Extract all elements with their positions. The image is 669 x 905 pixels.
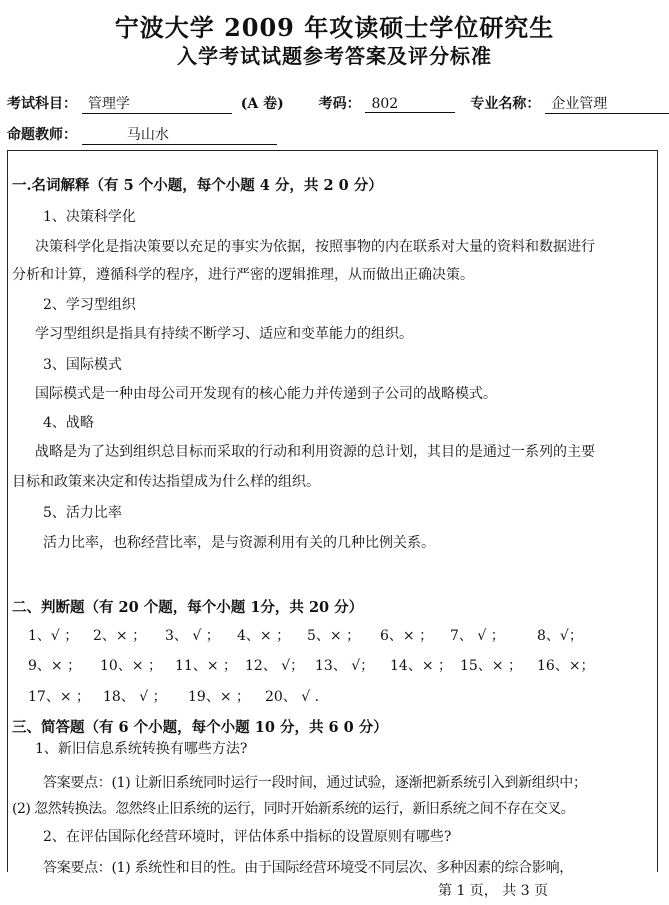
term-heading: 2、学习型组织 — [43, 297, 136, 313]
term-definition-line: 决策科学化是指决策要以充足的事实为依据，按照事物的内在联系对大量的资料和数据进行 — [35, 239, 595, 255]
tf-answer: 8、√； — [537, 628, 583, 644]
code-label: 考码： — [318, 96, 361, 112]
code-value: 802 — [365, 96, 455, 113]
section2-title: 二、判断题（有 20 个题，每个小题 1分，共 20 分） — [12, 599, 364, 616]
section1-title: 一.名词解释（有 5 个小题，每个小题 4 分，共 2 0 分） — [12, 177, 383, 194]
term-heading: 3、国际模式 — [43, 357, 122, 373]
question-1: 1、新旧信息系统转换有哪些方法? — [35, 741, 248, 757]
subject-value: 管理学 — [82, 93, 232, 114]
tf-answer: 14、× ； — [390, 658, 452, 674]
tf-answer: 5、× ； — [307, 628, 361, 644]
paper-type: (A 卷) — [240, 96, 284, 112]
tf-answer: 20、 √ . — [265, 689, 320, 705]
term-definition-line: 战略是为了达到组织总目标而采取的行动和利用资源的总计划，其目的是通过一系列的主要 — [35, 444, 595, 460]
exam-info-row — [7, 93, 669, 114]
teacher-row — [7, 124, 277, 145]
tf-answer: 10、× ； — [100, 658, 162, 674]
tf-answer: 16、×； — [537, 658, 595, 674]
page-number: 第 1 页， 共 3 页 — [438, 883, 549, 899]
tf-answer: 9、× ； — [28, 658, 82, 674]
term-heading: 4、战略 — [43, 415, 94, 431]
major-value: 企业管理 — [545, 93, 669, 114]
tf-answer: 7、 √ ； — [450, 628, 505, 644]
tf-answer: 12、 √； — [245, 658, 305, 674]
section3-title: 三、简答题（有 6 个小题，每个小题 10 分，共 6 0 分） — [12, 719, 388, 736]
term-definition-line: 分析和计算，遵循科学的程序，进行严密的逻辑推理，从而做出正确决策。 — [12, 267, 474, 283]
subject-label: 考试科目： — [7, 96, 77, 112]
tf-answer: 15、× ； — [460, 658, 522, 674]
answer-1-line: 答案要点：(1) 让新旧系统同时运行一段时间，通过试验，逐渐把新系统引入到新组织中； — [43, 775, 587, 791]
term-definition-line: 活力比率，也称经营比率，是与资源利用有关的几种比例关系。 — [43, 535, 435, 551]
answer-1-line: (2) 忽然转换法。忽然终止旧系统的运行，同时开始新系统的运行，新旧系统之间不存在交叉。 — [12, 801, 575, 817]
question-2: 2、在评估国际化经营环境时，评估体系中指标的设置原则有哪些? — [43, 829, 452, 845]
teacher-label: 命题教师： — [7, 127, 77, 143]
tf-answer: 3、 √ ； — [165, 628, 220, 644]
term-heading: 1、决策科学化 — [43, 209, 136, 225]
document-title: 宁波大学 2009 年攻读硕士学位研究生 — [114, 13, 555, 42]
term-definition-line: 学习型组织是指具有持续不断学习、适应和变革能力的组织。 — [35, 326, 413, 342]
document-subtitle: 入学考试试题参考答案及评分标准 — [177, 44, 492, 68]
answer-2-line: 答案要点：(1) 系统性和目的性。由于国际经营环境受不同层次、多种因素的综合影响， — [43, 860, 573, 876]
tf-answer: 1、√ ； — [28, 628, 79, 644]
major-label: 专业名称： — [470, 96, 541, 112]
tf-answer: 11、× ； — [175, 658, 237, 674]
tf-answer: 18、 √ ； — [103, 689, 167, 705]
tf-answer: 17、× ； — [28, 689, 90, 705]
term-heading: 5、活力比率 — [43, 505, 122, 521]
tf-answer: 4、× ； — [237, 628, 291, 644]
term-definition-line: 国际模式是一种由母公司开发现有的核心能力并传递到子公司的战略模式。 — [35, 386, 497, 402]
teacher-value: 马山水 — [82, 124, 277, 145]
tf-answer: 13、 √； — [315, 658, 375, 674]
tf-answer: 6、× ； — [380, 628, 434, 644]
tf-answer: 2、× ； — [93, 628, 147, 644]
tf-answer: 19、× ； — [188, 689, 250, 705]
term-definition-line: 目标和政策来决定和传达指望成为什么样的组织。 — [12, 474, 320, 490]
